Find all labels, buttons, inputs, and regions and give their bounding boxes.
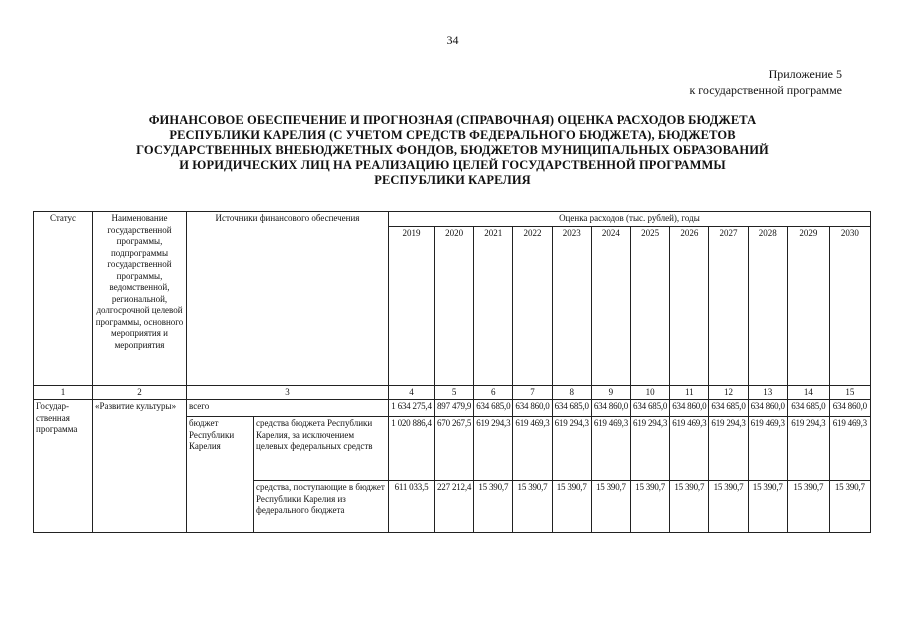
value-cell: 634 685,0 (631, 400, 670, 417)
value-cell: 670 267,5 (435, 417, 474, 481)
col-number: 8 (552, 385, 591, 400)
value-cell: 634 860,0 (591, 400, 630, 417)
value-cell: 15 390,7 (513, 481, 552, 533)
financing-table (33, 211, 871, 533)
value-cell: 634 685,0 (709, 400, 748, 417)
year-2021: 2021 (474, 226, 513, 385)
header-program-name: Наименование государственной программы, подпрограммы государственной программы, ведомственной, региональной, долгосрочной целевой программы, основного мероприятия и мероприятия (93, 212, 187, 386)
value-cell: 15 390,7 (552, 481, 591, 533)
col-number: 13 (748, 385, 787, 400)
year-2027: 2027 (709, 226, 748, 385)
value-cell: 15 390,7 (829, 481, 870, 533)
column-number-row (34, 385, 871, 400)
title-line-5: РЕСПУБЛИКИ КАРЕЛИЯ (374, 173, 531, 187)
value-cell: 634 860,0 (829, 400, 870, 417)
value-cell: 634 685,0 (474, 400, 513, 417)
value-cell: 634 860,0 (513, 400, 552, 417)
title-line-1: ФИНАНСОВОЕ ОБЕСПЕЧЕНИЕ И ПРОГНОЗНАЯ (СПРАВОЧНАЯ) ОЦЕНКА РАСХОДОВ БЮДЖЕТА (148, 113, 757, 127)
value-cell: 619 294,3 (709, 417, 748, 481)
value-cell: 619 469,3 (748, 417, 787, 481)
source-regional-funds: средства бюджета Республики Карелия, за исключением целевых федеральных средств (254, 417, 389, 481)
year-2023: 2023 (552, 226, 591, 385)
value-cell: 619 469,3 (670, 417, 709, 481)
title-line-2: РЕСПУБЛИКИ КАРЕЛИЯ (С УЧЕТОМ СРЕДСТВ ФЕДЕРАЛЬНОГО БЮДЖЕТА), БЮДЖЕТОВ (169, 128, 736, 142)
col-number: 7 (513, 385, 552, 400)
value-cell: 619 469,3 (591, 417, 630, 481)
col-number: 1 (34, 385, 93, 400)
year-2025: 2025 (631, 226, 670, 385)
appendix-label (689, 66, 842, 98)
value-cell: 619 294,3 (474, 417, 513, 481)
header-row-top (34, 212, 871, 227)
page-number: 34 (446, 33, 459, 47)
value-cell: 15 390,7 (474, 481, 513, 533)
value-cell: 15 390,7 (748, 481, 787, 533)
year-2030: 2030 (829, 226, 870, 385)
col-number: 2 (93, 385, 187, 400)
value-cell: 634 860,0 (670, 400, 709, 417)
title-line-3: ГОСУДАРСТВЕННЫХ ВНЕБЮДЖЕТНЫХ ФОНДОВ, БЮДЖЕТОВ МУНИЦИПАЛЬНЫХ ОБРАЗОВАНИЙ (136, 143, 769, 157)
value-cell: 634 685,0 (787, 400, 829, 417)
col-number: 15 (829, 385, 870, 400)
value-cell: 619 469,3 (513, 417, 552, 481)
source-total-label: всего (187, 400, 389, 417)
value-cell: 15 390,7 (787, 481, 829, 533)
table-row-total (34, 400, 871, 417)
value-cell: 15 390,7 (591, 481, 630, 533)
year-2029: 2029 (787, 226, 829, 385)
source-federal-funds: средства, поступающие в бюджет Республики Карелия из федерального бюджета (254, 481, 389, 533)
program-name-cell: «Развитие культуры» (93, 400, 187, 533)
year-2024: 2024 (591, 226, 630, 385)
value-cell: 15 390,7 (631, 481, 670, 533)
value-cell: 1 020 886,4 (389, 417, 435, 481)
value-cell: 15 390,7 (709, 481, 748, 533)
document-title (60, 113, 845, 188)
value-cell: 619 294,3 (552, 417, 591, 481)
value-cell: 611 033,5 (389, 481, 435, 533)
value-cell: 634 860,0 (748, 400, 787, 417)
status-cell: Государ-ственная программа (34, 400, 93, 533)
value-cell: 634 685,0 (552, 400, 591, 417)
header-funding-sources: Источники финансового обеспечения (187, 212, 389, 386)
year-2019: 2019 (389, 226, 435, 385)
value-cell: 619 469,3 (829, 417, 870, 481)
year-2022: 2022 (513, 226, 552, 385)
col-number: 11 (670, 385, 709, 400)
value-cell: 227 212,4 (435, 481, 474, 533)
value-cell: 619 294,3 (787, 417, 829, 481)
col-number: 10 (631, 385, 670, 400)
col-number: 14 (787, 385, 829, 400)
year-2026: 2026 (670, 226, 709, 385)
appendix-line-1: Приложение 5 (768, 67, 842, 81)
header-status: Статус (34, 212, 93, 386)
col-number: 9 (591, 385, 630, 400)
source-budget-label: бюджет Республики Карелия (187, 417, 254, 533)
year-2028: 2028 (748, 226, 787, 385)
col-number: 6 (474, 385, 513, 400)
col-number: 3 (187, 385, 389, 400)
title-line-4: И ЮРИДИЧЕСКИХ ЛИЦ НА РЕАЛИЗАЦИЮ ЦЕЛЕЙ ГОСУДАРСТВЕННОЙ ПРОГРАММЫ (179, 158, 726, 172)
value-cell: 15 390,7 (670, 481, 709, 533)
col-number: 4 (389, 385, 435, 400)
col-number: 12 (709, 385, 748, 400)
year-2020: 2020 (435, 226, 474, 385)
appendix-line-2: к государственной программе (689, 83, 842, 97)
header-expense-estimate: Оценка расходов (тыс. рублей), годы (389, 212, 871, 227)
value-cell: 619 294,3 (631, 417, 670, 481)
value-cell: 1 634 275,4 (389, 400, 435, 417)
col-number: 5 (435, 385, 474, 400)
value-cell: 897 479,9 (435, 400, 474, 417)
